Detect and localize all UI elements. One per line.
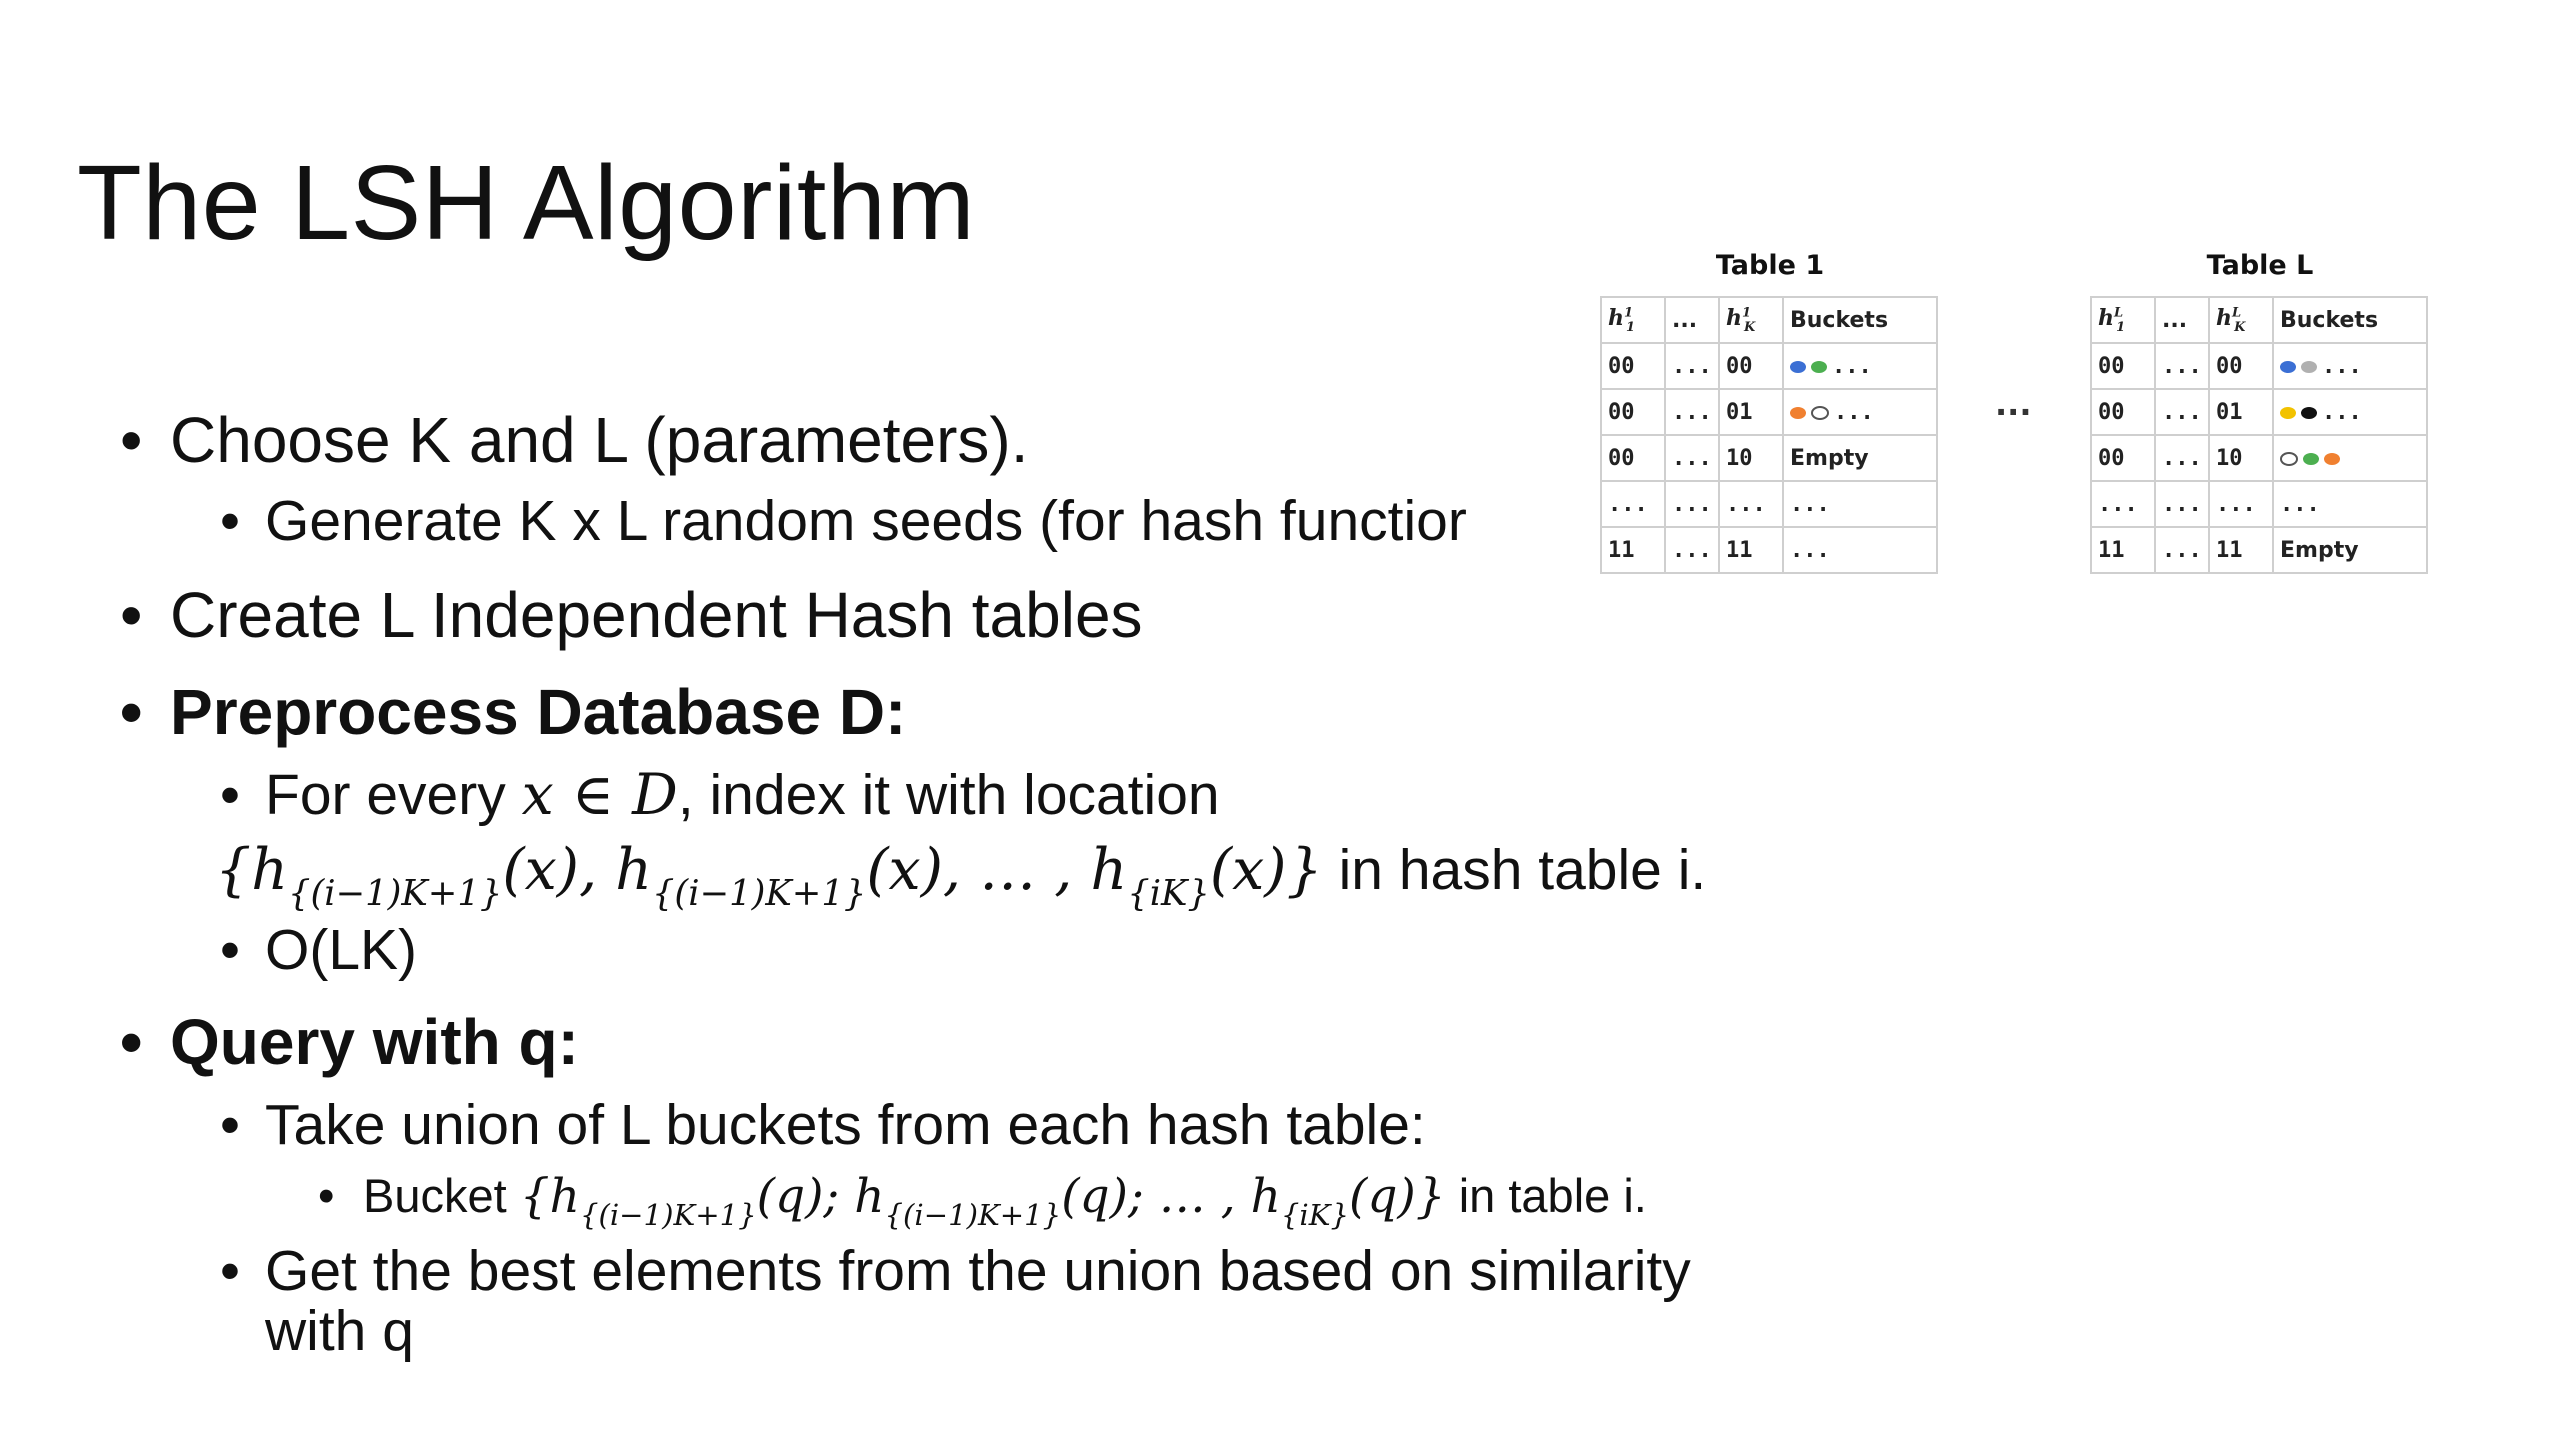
hash-table-L bbox=[2090, 250, 2430, 590]
table-cell-c2: ... bbox=[2155, 389, 2209, 435]
table-cell-c1: 00 bbox=[1601, 389, 1665, 435]
bullet-create-text: Create L Independent Hash tables bbox=[170, 579, 1143, 651]
table-L-caption: Table L bbox=[2206, 250, 2314, 281]
table-cell-c3: ... bbox=[2209, 481, 2273, 527]
table-cell-c3: 11 bbox=[1719, 527, 1783, 573]
bucket-item-dot bbox=[1790, 361, 1806, 373]
header-h1: $h^L_1$ bbox=[2091, 297, 2155, 343]
bullet-olk-text: O(LK) bbox=[265, 918, 418, 982]
table-cell-c2: ... bbox=[2155, 481, 2209, 527]
location-formula bbox=[215, 837, 1707, 914]
for-every-prefix: For every bbox=[265, 763, 522, 827]
bucket-ellipsis: ... bbox=[1790, 491, 1830, 517]
bucket-cell bbox=[2273, 389, 2427, 435]
for-every-math: x ∈ D bbox=[521, 762, 678, 828]
table-cell-c2: ... bbox=[1665, 435, 1719, 481]
table-row bbox=[2091, 527, 2427, 573]
table-1-grid bbox=[1600, 296, 1938, 574]
formula-subscript: {(i−1)K+1} bbox=[579, 1198, 757, 1233]
table-cell-c1: 00 bbox=[2091, 435, 2155, 481]
formula-part: (q); h bbox=[756, 1169, 885, 1224]
header-hk: $h^L_K$ bbox=[2209, 297, 2273, 343]
bullet-dot: • bbox=[220, 493, 240, 553]
table-L-grid bbox=[2090, 296, 2428, 574]
formula-subscript: {iK} bbox=[1127, 872, 1210, 914]
table-row bbox=[1601, 435, 1937, 481]
table-cell-c3: 00 bbox=[2209, 343, 2273, 389]
header-hk: $h^1_K$ bbox=[1719, 297, 1783, 343]
bullet-dot: • bbox=[120, 1006, 143, 1078]
formula-part: {h bbox=[519, 1169, 580, 1224]
table-row bbox=[2091, 389, 2427, 435]
tables-ellipsis: ... bbox=[1995, 385, 2032, 423]
bucket-prefix: Bucket bbox=[363, 1169, 520, 1222]
bullet-generate-text: Generate K x L random seeds (for hash functior bbox=[265, 493, 1467, 553]
bucket-item-dot bbox=[2280, 361, 2296, 373]
formula-subscript: {(i−1)K+1} bbox=[651, 872, 867, 914]
hollow-item-dot bbox=[1811, 406, 1829, 420]
table-row bbox=[1601, 343, 1937, 389]
location-suffix: in hash table i. bbox=[1322, 838, 1707, 902]
bucket-ellipsis: ... bbox=[1790, 537, 1830, 563]
table-cell-c3: ... bbox=[1719, 481, 1783, 527]
table-cell-c2: ... bbox=[2155, 527, 2209, 573]
table-header-row bbox=[2091, 297, 2427, 343]
bucket-cell bbox=[2273, 481, 2427, 527]
formula-subscript: {(i−1)K+1} bbox=[287, 872, 503, 914]
table-row bbox=[2091, 435, 2427, 481]
table-cell-c3: 00 bbox=[1719, 343, 1783, 389]
bucket-cell bbox=[2273, 343, 2427, 389]
bucket-item-dot bbox=[2303, 453, 2319, 465]
table-row bbox=[2091, 481, 2427, 527]
bullet-generate bbox=[220, 493, 1500, 557]
bullet-query-text: Query with q: bbox=[170, 1006, 579, 1078]
bucket-item-dot bbox=[2280, 407, 2296, 419]
table-cell-c2: ... bbox=[2155, 343, 2209, 389]
bullet-dot: • bbox=[120, 676, 143, 748]
bucket-ellipsis: ... bbox=[1834, 399, 1874, 425]
bullet-dot: • bbox=[120, 404, 143, 476]
header-ellipsis: ... bbox=[1665, 297, 1719, 343]
bucket-cell bbox=[1783, 481, 1937, 527]
bullet-dot: • bbox=[220, 1093, 240, 1157]
table-row bbox=[1601, 389, 1937, 435]
bullet-dot: • bbox=[120, 579, 143, 651]
table-row bbox=[2091, 343, 2427, 389]
table-cell-c1: 00 bbox=[1601, 343, 1665, 389]
table-cell-c2: ... bbox=[1665, 481, 1719, 527]
header-buckets: Buckets bbox=[1783, 297, 1937, 343]
for-every-suffix: , index it with location bbox=[677, 763, 1220, 827]
table-row bbox=[1601, 527, 1937, 573]
bucket-cell bbox=[2273, 527, 2427, 573]
slide-title: The LSH Algorithm bbox=[77, 144, 976, 262]
table-row bbox=[1601, 481, 1937, 527]
formula-subscript: {(i−1)K+1} bbox=[884, 1198, 1062, 1233]
table-cell-c3: 01 bbox=[1719, 389, 1783, 435]
table-cell-c1: ... bbox=[1601, 481, 1665, 527]
bucket-ellipsis: ... bbox=[1832, 353, 1872, 379]
bullet-choose-text: Choose K and L (parameters). bbox=[170, 404, 1029, 476]
bucket-cell bbox=[1783, 343, 1937, 389]
bullet-dot: • bbox=[318, 1169, 335, 1222]
bucket-ellipsis: ... bbox=[2322, 353, 2362, 379]
bullet-dot: • bbox=[220, 1239, 240, 1303]
bucket-formula bbox=[363, 1169, 1647, 1233]
table-cell-c1: 11 bbox=[1601, 527, 1665, 573]
bucket-item-dot bbox=[1790, 407, 1806, 419]
table-cell-c3: 01 bbox=[2209, 389, 2273, 435]
table-cell-c1: ... bbox=[2091, 481, 2155, 527]
bullet-best-line1: Get the best elements from the union based on similarity bbox=[265, 1239, 1691, 1303]
table-cell-c2: ... bbox=[1665, 527, 1719, 573]
bucket-cell bbox=[1783, 389, 1937, 435]
bucket-item-dot bbox=[2301, 407, 2317, 419]
bucket-cell bbox=[2273, 435, 2427, 481]
table-cell-c1: 00 bbox=[1601, 435, 1665, 481]
formula-subscript: {iK} bbox=[1280, 1198, 1349, 1233]
formula-part: {h bbox=[215, 837, 288, 903]
hash-table-1 bbox=[1600, 250, 1940, 590]
bucket-suffix: in table i. bbox=[1445, 1169, 1647, 1222]
bucket-item-dot bbox=[1811, 361, 1827, 373]
header-ellipsis: ... bbox=[2155, 297, 2209, 343]
table-cell-c2: ... bbox=[1665, 389, 1719, 435]
bullet-preprocess-text: Preprocess Database D: bbox=[170, 676, 907, 748]
formula-part: (x), h bbox=[502, 837, 652, 903]
formula-part: (q); … , h bbox=[1061, 1169, 1281, 1224]
table-cell-c1: 00 bbox=[2091, 343, 2155, 389]
table-cell-c3: 10 bbox=[2209, 435, 2273, 481]
bucket-item-dot bbox=[2324, 453, 2340, 465]
table-1-caption: Table 1 bbox=[1715, 250, 1825, 281]
formula-part: (x)} bbox=[1209, 837, 1323, 903]
table-cell-c2: ... bbox=[2155, 435, 2209, 481]
bucket-item-dot bbox=[2301, 361, 2317, 373]
empty-label: Empty bbox=[2280, 537, 2359, 563]
formula-part: (x), … , h bbox=[866, 837, 1128, 903]
table-cell-c1: 11 bbox=[2091, 527, 2155, 573]
bullet-dot: • bbox=[220, 918, 240, 982]
bucket-ellipsis: ... bbox=[2280, 491, 2320, 517]
header-h1: $h^1_1$ bbox=[1601, 297, 1665, 343]
formula-part: (q)} bbox=[1348, 1169, 1446, 1224]
table-cell-c2: ... bbox=[1665, 343, 1719, 389]
bucket-cell bbox=[1783, 435, 1937, 481]
bucket-ellipsis: ... bbox=[2322, 399, 2362, 425]
table-cell-c3: 11 bbox=[2209, 527, 2273, 573]
bullet-dot: • bbox=[220, 763, 240, 827]
for-every-text bbox=[265, 762, 1220, 828]
table-cell-c3: 10 bbox=[1719, 435, 1783, 481]
empty-label: Empty bbox=[1790, 445, 1869, 471]
table-cell-c1: 00 bbox=[2091, 389, 2155, 435]
header-buckets: Buckets bbox=[2273, 297, 2427, 343]
bucket-cell bbox=[1783, 527, 1937, 573]
table-header-row bbox=[1601, 297, 1937, 343]
bullet-best-line2: with q bbox=[265, 1299, 414, 1363]
bullet-take-union-text: Take union of L buckets from each hash table: bbox=[265, 1093, 1426, 1157]
hollow-item-dot bbox=[2280, 452, 2298, 466]
